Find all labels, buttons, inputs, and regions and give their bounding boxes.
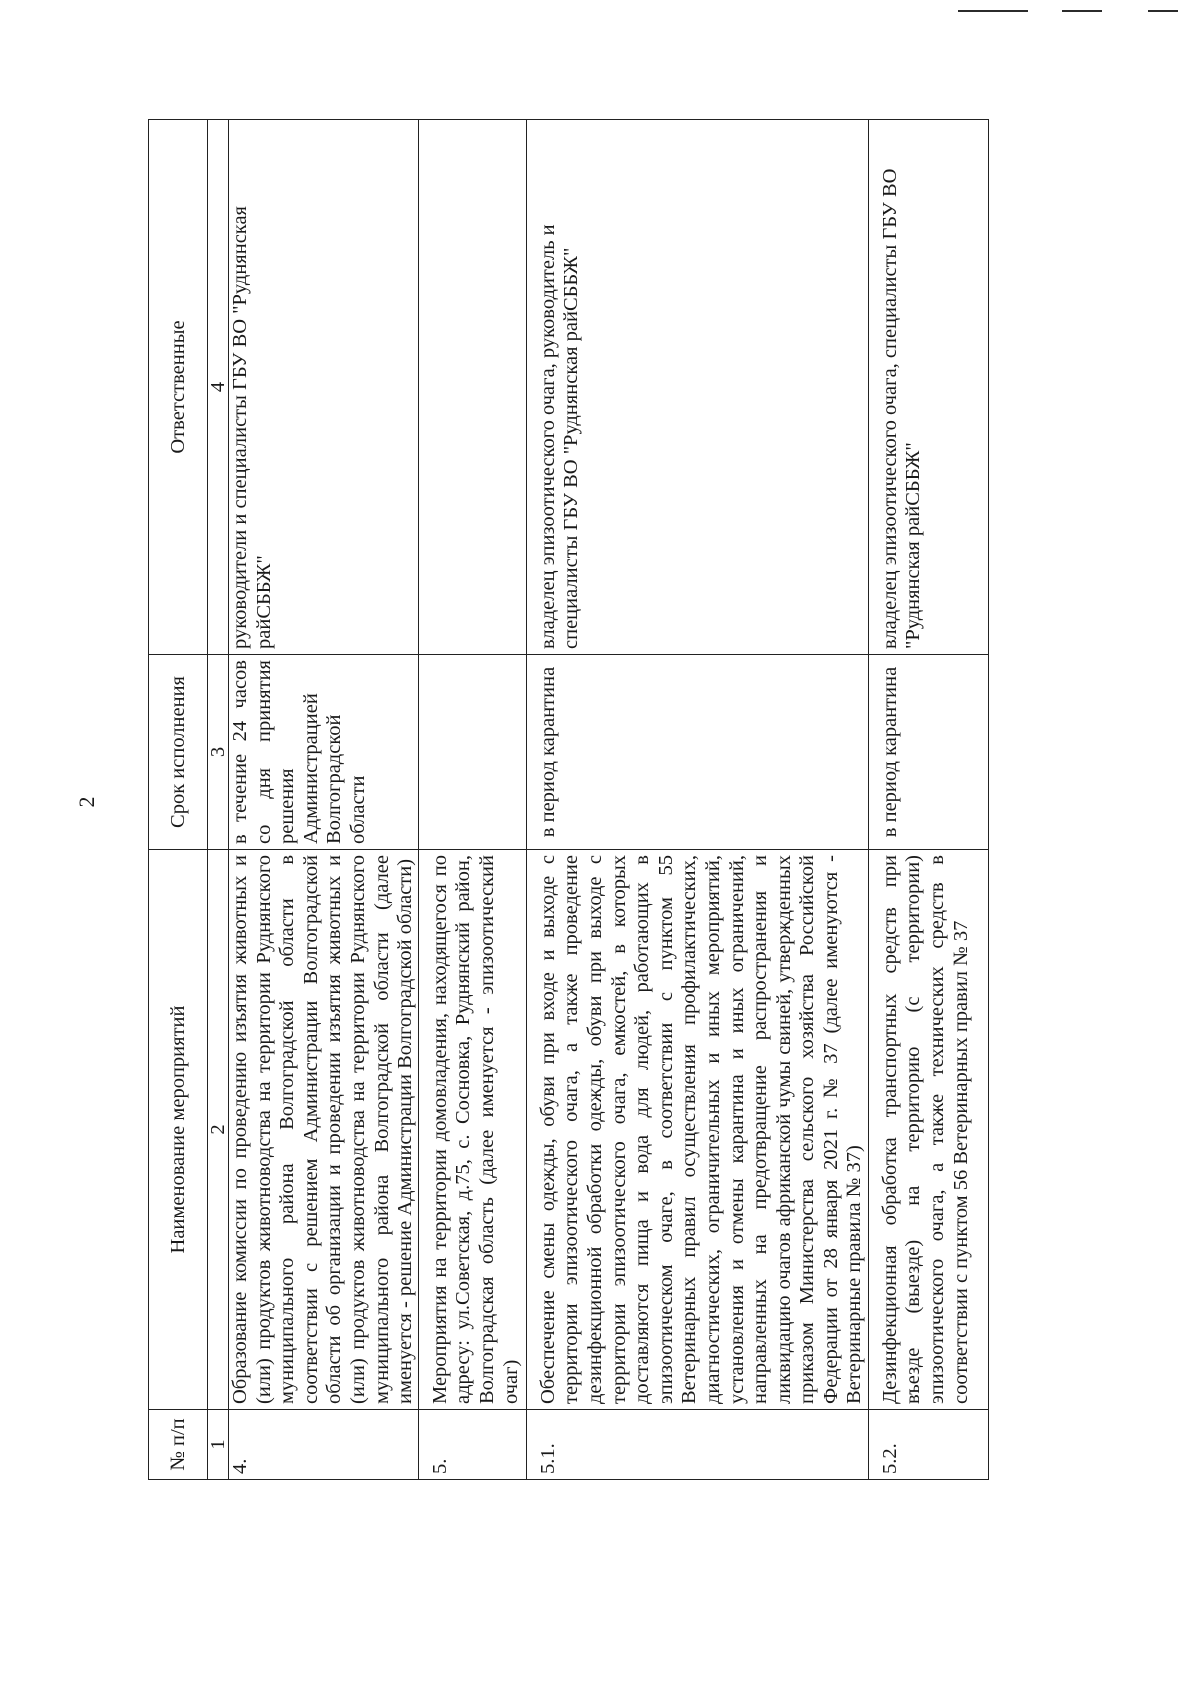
header-number: № п/п — [149, 1410, 208, 1480]
table-row — [526, 120, 868, 1480]
column-number: 4 — [208, 120, 229, 655]
row-number: 4. — [229, 1410, 419, 1480]
header-deadline: Срок исполнения — [149, 655, 208, 850]
measure-name: Образование комиссии по проведению изъятия животных и (или) продуктов животноводства на территории Руднянского муниципального района Волгоградской области в соответствии с решением Администрации Волгоградской области об организации и проведении изъятия животных и (или) продуктов животноводства на территории Руднянского муниципального района Волгоградской области (далее именуется - решение Администрации Волгоградской области) — [229, 850, 419, 1410]
deadline: в период карантина — [868, 655, 988, 850]
scan-artifact-line — [1148, 10, 1178, 12]
responsible: владелец эпизоотического очага, руководитель и специалисты ГБУ ВО "Руднянская райСББЖ" — [526, 120, 868, 655]
row-number: 5.2. — [868, 1410, 988, 1480]
column-number: 2 — [208, 850, 229, 1410]
row-number: 5. — [418, 1410, 526, 1480]
column-number: 1 — [208, 1410, 229, 1480]
header-responsible: Ответственные — [149, 120, 208, 655]
table-header-row — [149, 120, 208, 1480]
rotated-document-page — [74, 120, 1018, 1480]
header-measure-name: Наименование мероприятий — [149, 850, 208, 1410]
deadline — [418, 655, 526, 850]
column-number: 3 — [208, 655, 229, 850]
column-number-row — [208, 120, 229, 1480]
measure-name: Дезинфекционная обработка транспортных средств при въезде (выезде) на территорию (с территории) эпизоотического очага, а также технических средств в соответствии с пунктом 56 Ветеринарных правил № 37 — [868, 850, 988, 1410]
scan-artifact-line — [1062, 10, 1102, 12]
table-row — [229, 120, 419, 1480]
scan-artifact-line — [958, 10, 1028, 12]
responsible: руководители и специалисты ГБУ ВО "Руднянская райСББЖ" — [229, 120, 419, 655]
row-number: 5.1. — [526, 1410, 868, 1480]
deadline: в период карантина — [526, 655, 868, 850]
table-row — [868, 120, 988, 1480]
measure-name: Обеспечение смены одежды, обуви при входе и выходе с территории эпизоотического очага, а также проведение дезинфекционной обработки одежды, обуви при выходе с территории эпизоотического очага, емкостей, в которых доставляются пища и вода для людей, работающих в эпизоотическом очаге, в соответствии с пунктом 55 Ветеринарных правил осуществления профилактических, диагностических, ограничительных и иных мероприятий, установления и отмены карантина и иных ограничений, направленных на предотвращение распространения и ликвидацию очагов африканской чумы свиней, утвержденных приказом Министерства сельского хозяйства Российской Федерации от 28 января 2021 г. № 37 (далее именуются - Ветеринарные правила № 37) — [526, 850, 868, 1410]
responsible: владелец эпизоотического очага, специалисты ГБУ ВО "Руднянская райСББЖ" — [868, 120, 988, 655]
page-number: 2 — [74, 796, 99, 808]
responsible — [418, 120, 526, 655]
deadline: в течение 24 часов со дня принятия решения Администрацией Волгоградской области — [229, 655, 419, 850]
measure-name: Мероприятия на территории домовладения, находящегося по адресу: ул.Советская, д.75, с. Сосновка, Руднянский район, Волгоградская область (далее именуется - эпизоотический очаг) — [418, 850, 526, 1410]
table-row — [418, 120, 526, 1480]
measures-table — [148, 119, 989, 1480]
